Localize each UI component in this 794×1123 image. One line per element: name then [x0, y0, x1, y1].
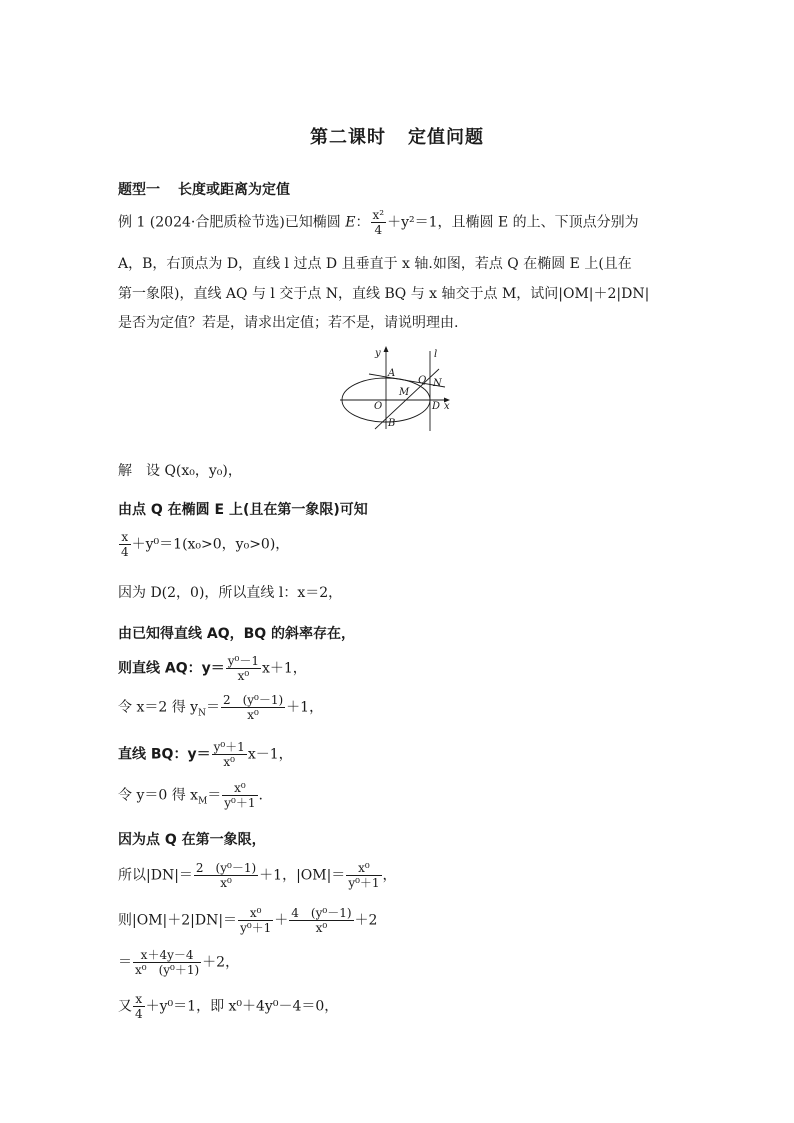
example-fraction: $\frac{\text{x²}}{4}$: [372, 208, 385, 237]
solution-line-10: 因为点 Q 在第一象限，: [118, 832, 266, 848]
label-x: x: [444, 401, 450, 412]
page-title: [0, 123, 794, 149]
title-part2: 定值问题: [408, 127, 484, 148]
label-b: B: [388, 418, 396, 429]
solution-line-8: 直线 BQ：y＝ $\frac{\text{y⁰＋1}}{\text{x⁰}}$ x－1，: [118, 740, 293, 769]
y-axis-arrow: [384, 346, 389, 352]
solution-line-4: 因为 D(2，0)，所以直线 l：x＝2，: [118, 585, 343, 601]
label-o: O: [374, 401, 383, 412]
solution-line-3: $\frac{x}{4}$ ＋y⁰＝1(x₀>0，y₀>0)，: [121, 530, 290, 559]
solution-line-13: ＝ $\frac{x+4y-4}{\text{x⁰ (y⁰＋1)}}$ ＋2，: [118, 948, 240, 977]
example-line-1: 例 1 (2024·合肥质检节选)已知椭圆 E： $\frac{\text{x²}}{4}$ ＋y²＝1，且椭圆 E 的上、下顶点分别为: [118, 208, 639, 237]
label-m: M: [399, 387, 410, 398]
solution-line-2: 由点 Q 在椭圆 E 上(且在第一象限)可知: [118, 502, 368, 518]
solution-line-9: 令 y＝0 得 $x_M=$ $\frac{\text{x⁰}}{\text{y⁰＋1}}$ .: [118, 781, 263, 810]
solution-line-1: 解 设 Q(x₀，y₀)，: [118, 463, 242, 479]
example-line-3: 第一象限)，直线 AQ 与 l 交于点 N，直线 BQ 与 x 轴交于点 M，试问|OM|＋2|DN|: [118, 286, 650, 302]
solution-line-11: 所以|DN|＝ $\frac{\text{2 (y⁰－1)}}{\text{x⁰}}$ ＋1，|OM|＝ $\frac{\text{x⁰}}{\text{y⁰＋1}}$ ，: [118, 861, 397, 890]
label-q: Q: [418, 375, 427, 386]
section-heading: [118, 179, 290, 199]
ellipse-figure: [335, 343, 460, 433]
solution-line-12: 则|OM|＋2|DN|＝ $\frac{\text{x⁰}}{\text{y⁰＋1}}$ ＋ $\frac{\text{4 (y⁰－1)}}{\text{x⁰}}$ ＋2: [118, 906, 378, 935]
label-d: D: [432, 401, 441, 412]
heading-text: 长度或距离为定值: [178, 182, 290, 198]
solution-line-5: 由已知得直线 AQ，BQ 的斜率存在，: [118, 626, 356, 642]
solution-line-14: 又 $\frac{x}{4}$ ＋y⁰＝1，即 x⁰＋4y⁰－4＝0，: [118, 992, 339, 1021]
title-part1: 第二课时: [310, 127, 386, 148]
solution-line-6: 则直线 AQ：y＝ $\frac{\text{y⁰－1}}{\text{x⁰}}$ x＋1，: [118, 654, 307, 683]
label-a: A: [388, 368, 396, 379]
label-n: N: [433, 378, 442, 389]
heading-label: 题型一: [118, 182, 160, 198]
example-line-2: A，B，右顶点为 D，直线 l 过点 D 且垂直于 x 轴.如图，若点 Q 在椭圆 E 上(且在: [118, 256, 632, 272]
label-y: y: [375, 348, 381, 359]
solution-line-7: 令 x＝2 得 $y_N=$ $\frac{\text{2 (y⁰－1)}}{\text{x⁰}}$ ＋1，: [118, 693, 324, 722]
example-line-4: 是否为定值？若是，请求出定值；若不是，请说明理由.: [118, 315, 459, 331]
label-l: l: [434, 349, 438, 360]
